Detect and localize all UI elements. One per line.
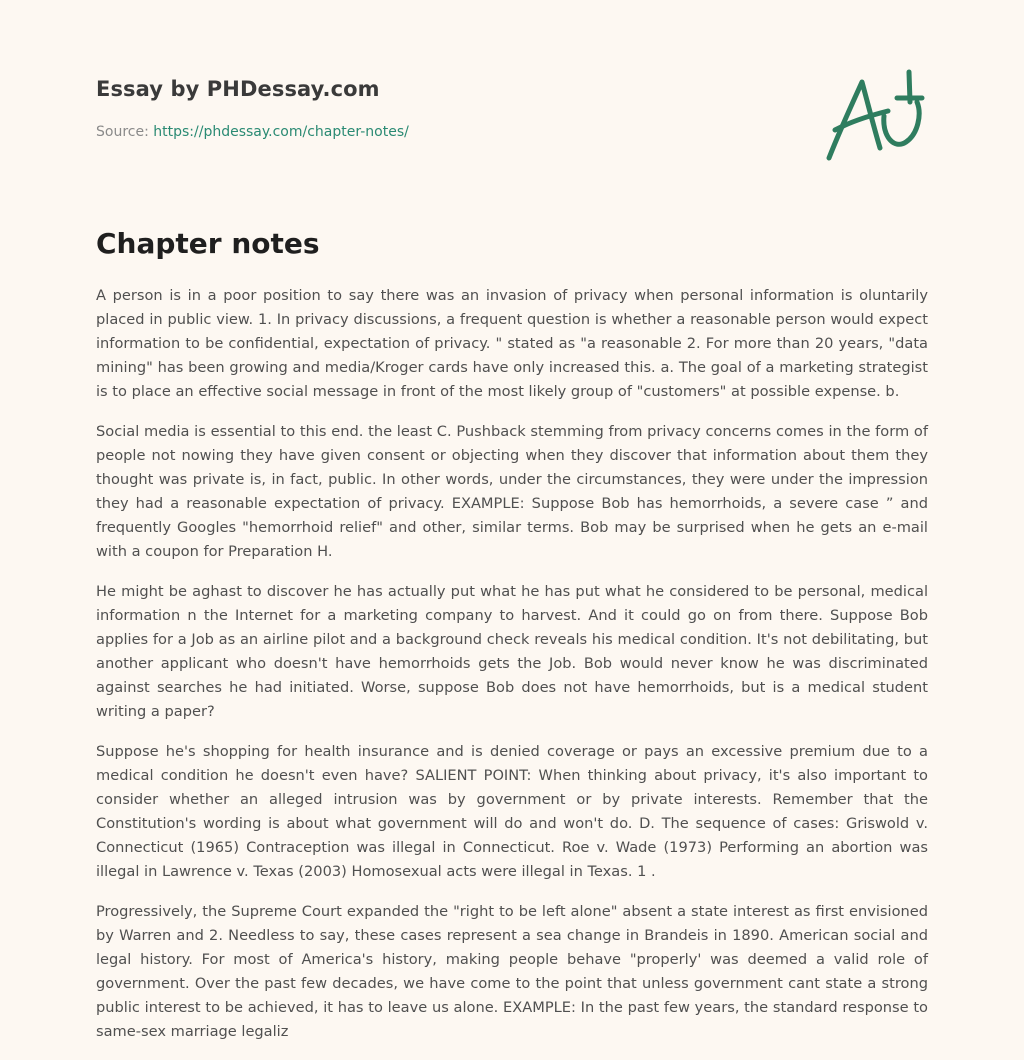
paragraph: A person is in a poor position to say there was an invasion of privacy when personal information is oluntarily placed in public view. 1. In privacy discussions, a frequent question is whether a reasonable person would expect information to be confidential, expectation of privacy. " stated as "a reasonable 2. For more than 20 years, "data mining" has been growing and media/Kroger cards have only increased this. a. The goal of a marketing strategist is to place an effective social message in front of the most likely group of "customers" at possible expense. b. bbox=[96, 287, 928, 400]
site-brand: Essay by PHDessay.com bbox=[96, 77, 380, 101]
document-title: Chapter notes bbox=[96, 227, 320, 260]
paragraph: Social media is essential to this end. the least C. Pushback stemming from privacy concerns comes in the form of people not nowing they have given consent or objecting when they discover that information about them they thought was private is, in fact, public. In other words, under the circumstances, they were under the impression they had a reasonable expectation of privacy. EXAMPLE: Suppose Bob has hemorrhoids, a severe case ” and frequently Googles "hemorrhoid relief" and other, similar terms. Bob may be surprised when he gets an e-mail with a coupon for Preparation H. bbox=[96, 423, 928, 560]
source-link[interactable]: https://phdessay.com/chapter-notes/ bbox=[153, 124, 409, 140]
page-header bbox=[96, 74, 928, 142]
source-label: Source: bbox=[96, 124, 149, 140]
essay-body bbox=[96, 284, 928, 1060]
paragraph: Progressively, the Supreme Court expanded the "right to be left alone" absent a state interest as first envisioned by Warren and 2. Needless to say, these cases represent a sea change in Brandeis in 1890. American social and legal history. For most of America's history, making people behave "properly' was deemed a valid role of government. Over the past few decades, we have come to the point that unless government cant state a strong public interest to be achieved, it has to leave us alone. EXAMPLE: In the past few years, the standard response to same-sex marriage legaliz bbox=[96, 903, 928, 1040]
a-plus-grade-icon bbox=[822, 68, 928, 164]
source-line bbox=[96, 122, 928, 142]
paragraph: Suppose he's shopping for health insurance and is denied coverage or pays an excessive premium due to a medical condition he doesn't even have? SALIENT POINT: When thinking about privacy, it's also important to consider whether an alleged intrusion was by government or by private interests. Remember that the Constitution's wording is about what government will do and won't do. D. The sequence of cases: Griswold v. Connecticut (1965) Contraception was illegal in Connecticut. Roe v. Wade (1973) Performing an abortion was illegal in Lawrence v. Texas (2003) Homosexual acts were illegal in Texas. 1 . bbox=[96, 743, 928, 880]
paragraph: He might be aghast to discover he has actually put what he has put what he considered to be personal, medical information n the Internet for a marketing company to harvest. And it could go on from there. Suppose Bob applies for a Job as an airline pilot and a background check reveals his medical condition. It's not debilitating, but another applicant who doesn't have hemorrhoids gets the Job. Bob would never know he was discriminated against searches he had initiated. Worse, suppose Bob does not have hemorrhoids, but is a medical student writing a paper? bbox=[96, 583, 928, 720]
